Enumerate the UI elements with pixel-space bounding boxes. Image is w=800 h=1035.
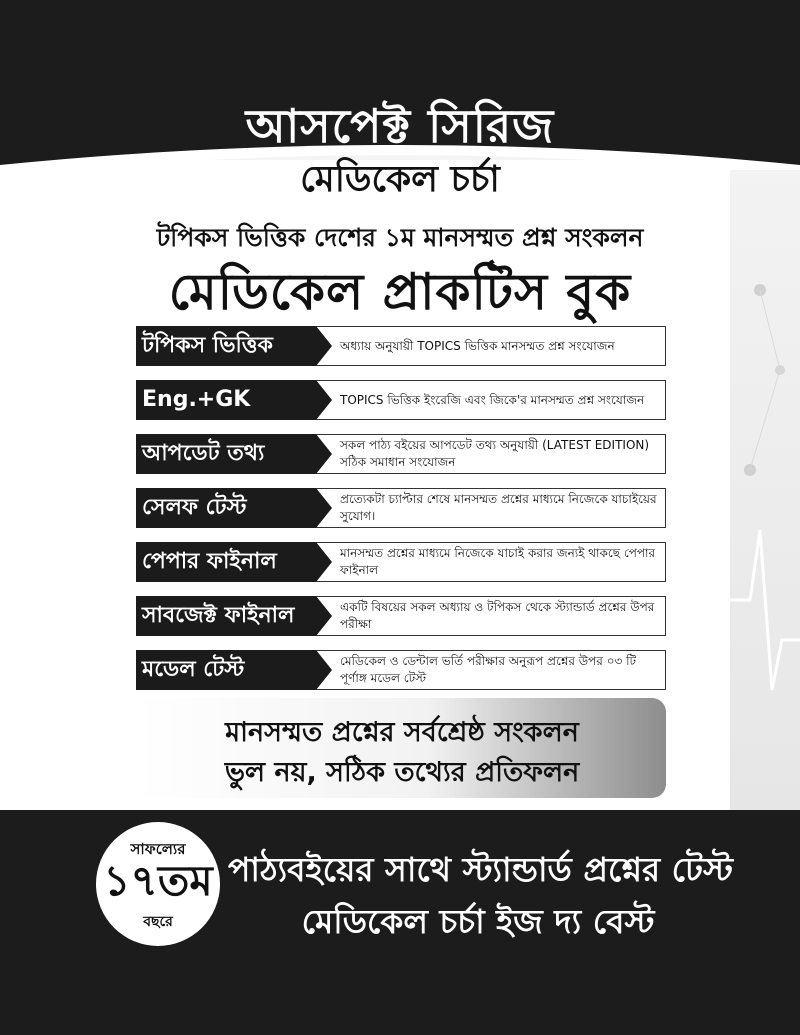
arrow-icon	[316, 488, 332, 528]
quote-line-1: মানসম্মত প্রশ্নের সর্বশ্রেষ্ঠ সংকলন	[225, 717, 579, 748]
feature-label: সেলফ টেস্ট	[136, 488, 316, 528]
feature-label: মডেল টেস্ট	[136, 650, 316, 690]
feature-label: Eng.+GK	[136, 380, 316, 420]
feature-desc: সকল পাঠ্য বইয়ের আপডেট তথ্য অনুযায়ী (LATEST EDITION) সঠিক সমাধান সংযোজন	[310, 434, 666, 474]
quote-line-2: ভুল নয়, সঠিক তথ্যের প্রতিফলন	[224, 757, 580, 788]
badge-number: ১৭তম	[103, 856, 213, 905]
feature-desc: একটি বিষয়ের সকল অধ্যায় ও টপিকস থেকে স্ট্যান্ডার্ড প্রশ্নের উপর পরীক্ষা	[310, 596, 666, 636]
feature-row	[136, 650, 666, 690]
feature-label: পেপার ফাইনাল	[136, 542, 316, 582]
tagline: টপিকস ভিত্তিক দেশের ১ম মানসম্মত প্রশ্ন সংকলন	[156, 223, 644, 252]
arrow-icon	[316, 380, 332, 420]
feature-desc: প্রত্যেকটা চ্যাপ্টার শেষে মানসম্মত প্রশ্নের মাধ্যমে নিজেকে যাচাইয়ের সুযোগ।	[310, 488, 666, 528]
arrow-icon	[316, 326, 332, 366]
arrow-icon	[316, 596, 332, 636]
brand-name: মেডিকেল চর্চা	[300, 159, 500, 200]
feature-label: আপডেট তথ্য	[136, 434, 316, 474]
feature-desc: মেডিকেল ও ডেন্টাল ভর্তি পরীক্ষার অনুরূপ প্রশ্নের উপর ০৩ টি পূর্ণাঙ্গ মডেল টেস্ট	[310, 650, 666, 690]
feature-row	[136, 542, 666, 582]
series-title: আসপেক্ট সিরিজ	[245, 99, 555, 153]
badge-bottom-text: বছরে	[143, 914, 173, 930]
feature-label: টপিকস ভিত্তিক	[136, 326, 316, 366]
footer-line-2: মেডিকেল চর্চা ইজ দ্য বেস্ট	[301, 902, 655, 941]
badge-top-text: সাফল্যের	[130, 840, 186, 858]
feature-desc: অধ্যায় অনুযায়ী TOPICS ভিত্তিক মানসম্মত প্রশ্ন সংযোজন	[310, 326, 666, 366]
anniversary-badge	[96, 822, 220, 946]
arrow-icon	[316, 434, 332, 474]
arrow-icon	[316, 542, 332, 582]
book-title: মেডিকেল প্রাকটিস বুক	[168, 263, 632, 321]
feature-desc: TOPICS ভিত্তিক ইংরেজি এবং জিকে'র মানসম্মত প্রশ্ন সংযোজন	[310, 380, 666, 420]
quote-box	[138, 698, 666, 798]
feature-row	[136, 596, 666, 636]
feature-row	[136, 434, 666, 474]
feature-desc: মানসম্মত প্রশ্নের মাধ্যমে নিজেকে যাচাই করার জন্যই থাকছে পেপার ফাইনাল	[310, 542, 666, 582]
footer-line-1: পাঠ্যবইয়ের সাথে স্ট্যান্ডার্ড প্রশ্নের টেস্ট	[228, 850, 733, 889]
feature-row	[136, 488, 666, 528]
feature-label: সাবজেক্ট ফাইনাল	[136, 596, 316, 636]
arrow-icon	[316, 650, 332, 690]
feature-row	[136, 326, 666, 366]
feature-row	[136, 380, 666, 420]
